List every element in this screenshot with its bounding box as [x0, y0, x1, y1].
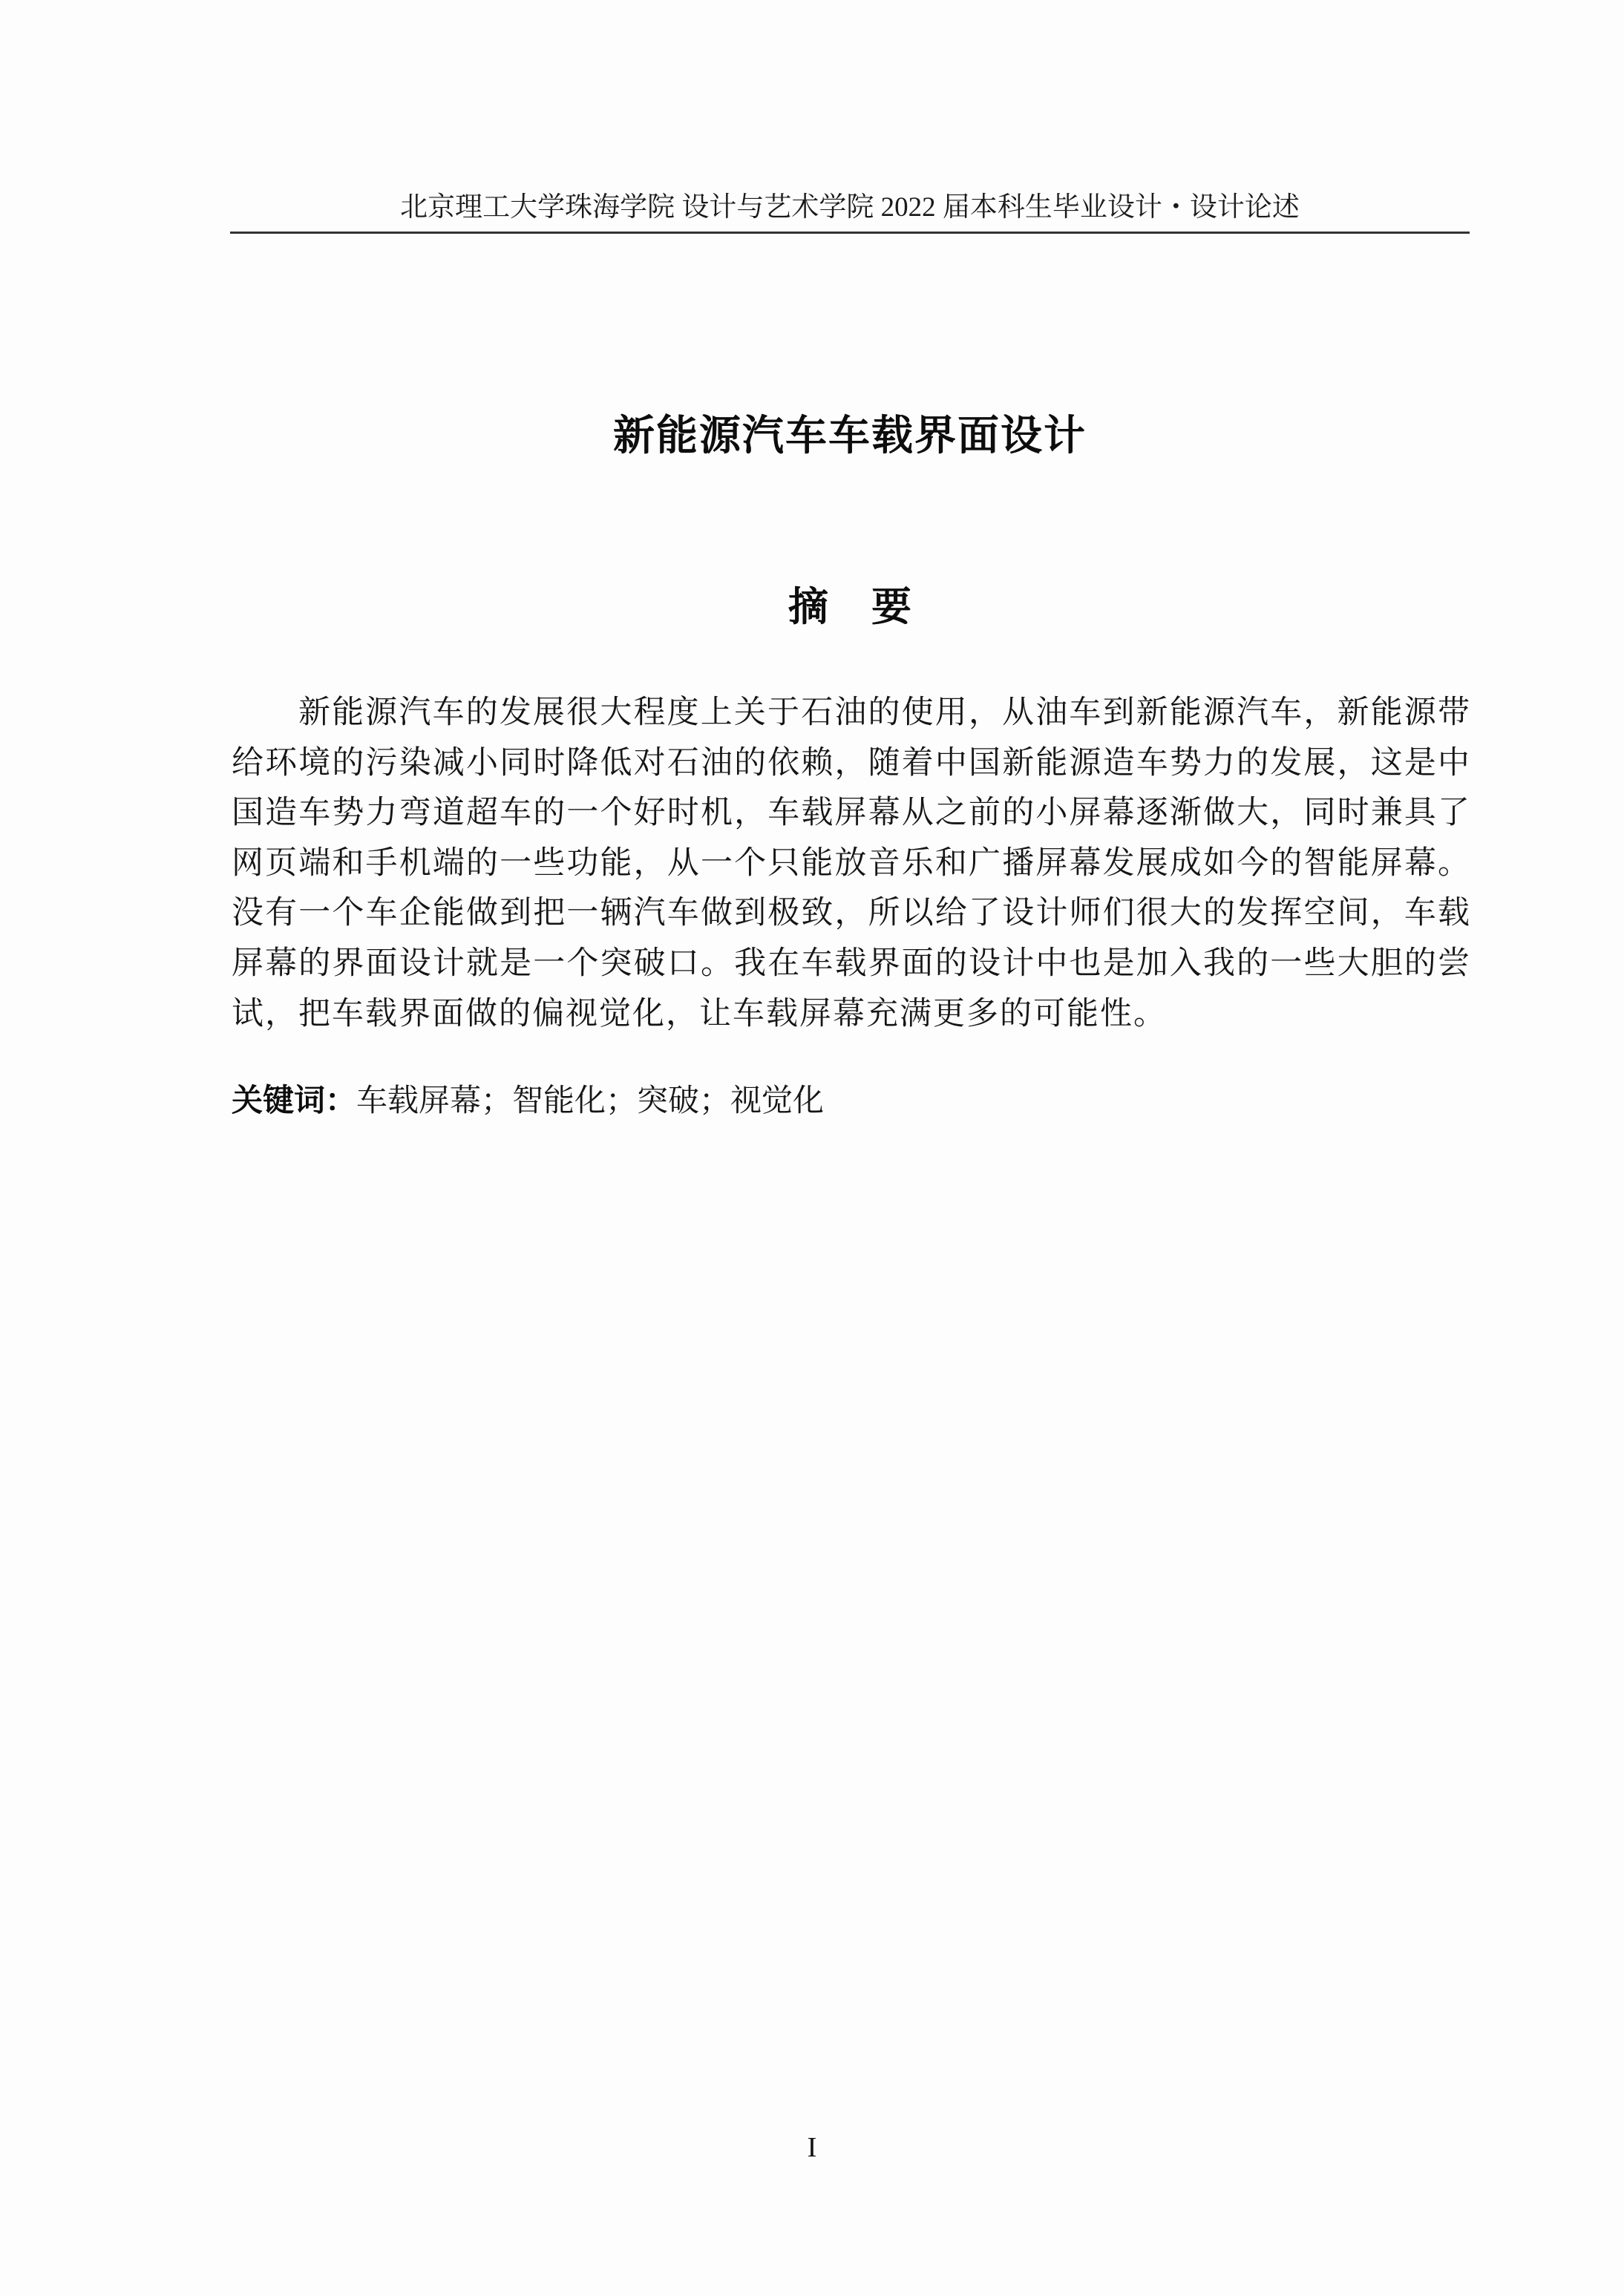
abstract-paragraph: 新能源汽车的发展很大程度上关于石油的使用，从油车到新能源汽车，新能源带给环境的污染减小同时降低对石油的依赖，随着中国新能源造车势力的发展，这是中国造车势力弯道超车的一个好时机，车载屏幕从之前的小屏幕逐渐做大，同时兼具了网页端和手机端的一些功能，从一个只能放音乐和广播屏幕发展成如今的智能屏幕。没有一个车企能做到把一辆汽车做到极致，所以给了设计师们很大的发挥空间，车载屏幕的界面设计就是一个突破口。我在车载界面的设计中也是加入我的一些大胆的尝试，把车载界面做的偏视觉化，让车载屏幕充满更多的可能性。 [232, 694, 1471, 1032]
abstract-heading [230, 583, 1470, 631]
abstract-heading-char-1: 摘 [788, 583, 828, 630]
keywords-label: 关键词： [232, 1082, 357, 1118]
page-number: I [807, 2132, 817, 2163]
document-title: 新能源汽车车载界面设计 [613, 412, 1087, 460]
abstract-heading-char-2: 要 [871, 583, 911, 630]
keywords-line [232, 1080, 1471, 1121]
keywords-list: 车载屏幕；智能化；突破；视觉化 [356, 1082, 825, 1118]
running-header: 北京理工大学珠海学院 设计与艺术学院 2022 届本科生毕业设计・设计论述 [400, 192, 1300, 223]
header-divider [230, 232, 1470, 234]
